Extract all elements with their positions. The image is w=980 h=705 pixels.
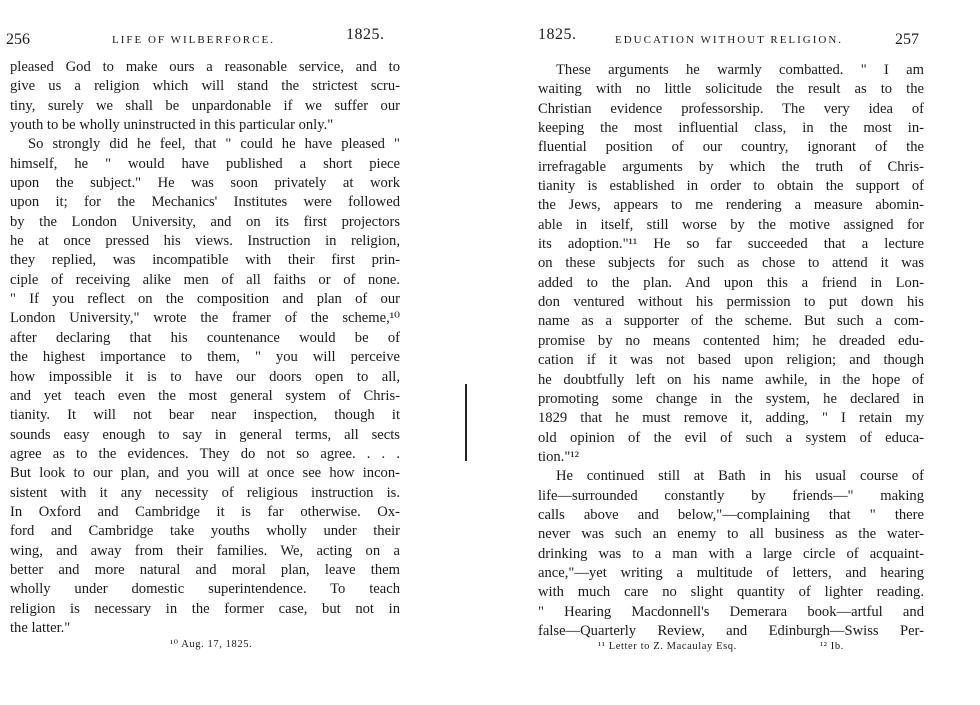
text-line: tion."¹² xyxy=(538,448,580,465)
text-line: how impossible it is to have our doors open to all, xyxy=(10,368,400,385)
text-line: fluential position of our country, ignorant of the xyxy=(538,139,924,156)
text-line: life—surrounded constantly by friends—" making xyxy=(538,487,924,504)
text-line: its adoption."¹¹ He so far succeeded that a lecture xyxy=(538,236,924,253)
text-line: give us a religion which will stand the strictest scru- xyxy=(10,78,400,95)
text-line: he doubtfully left on his name awhile, in the hope of xyxy=(538,371,924,388)
text-line: ance,"—yet writing a multitude of letters, and hearing xyxy=(538,564,924,581)
text-line: he at once pressed his views. Instruction in religion, xyxy=(10,233,400,250)
left-year: 1825. xyxy=(346,26,385,43)
text-line: himself, he " would have published a short piece xyxy=(10,155,400,172)
text-line: false—Quarterly Review, and Edinburgh—Swiss Per- xyxy=(538,622,924,639)
text-line: youth to be wholly uninstructed in this particular only." xyxy=(10,117,334,134)
right-page xyxy=(500,0,980,705)
text-line: agree as to the evidences. They do not so agree. . . . xyxy=(10,445,400,462)
text-line: tianity is established in order to obtain the support of xyxy=(538,178,924,195)
text-line: ciple of receiving alike men of all faiths or of none. xyxy=(10,271,400,288)
text-line: sounds easy enough to say in general terms, all sects xyxy=(10,426,400,443)
text-line: old opinion of the evil of such a system of educa- xyxy=(538,429,924,446)
text-line: name as a supporter of the scheme. But such a com- xyxy=(538,313,924,330)
text-line: religion is necessary in the former case, but not in xyxy=(10,600,400,617)
text-line: He continued still at Bath in his usual course of xyxy=(556,468,924,485)
right-footnote-11: ¹¹ Letter to Z. Macaulay Esq. xyxy=(598,641,737,652)
right-year: 1825. xyxy=(538,26,577,43)
text-line: able in itself, still worse by the motive assigned for xyxy=(538,216,924,233)
left-page-number: 256 xyxy=(6,31,30,48)
gutter-mark xyxy=(465,384,467,461)
text-line: calls above and below,"—complaining that " there xyxy=(538,506,924,523)
text-line: wholly under domestic superintendence. To teach xyxy=(10,581,400,598)
text-line: don ventured without his permission to put down his xyxy=(538,294,924,311)
text-line: the highest importance to them, " you will perceive xyxy=(10,349,400,366)
text-line: tianity. It will not bear near inspection, though it xyxy=(10,407,400,424)
right-running-title: EDUCATION WITHOUT RELIGION. xyxy=(615,34,844,46)
text-line: after declaring that his countenance would be of xyxy=(10,329,400,346)
text-line: on these subjects for such as chose to attend it was xyxy=(538,255,924,272)
right-body-text xyxy=(538,61,924,641)
left-body-text xyxy=(10,58,400,638)
text-line: cation if it was not based upon religion; and though xyxy=(538,352,924,369)
text-line: sistent with it any necessity of religious instruction is. xyxy=(10,484,400,501)
text-line: London University," wrote the framer of the scheme,¹⁰ xyxy=(10,310,400,327)
text-line: drinking was to a man with a large circle of acquaint- xyxy=(538,545,924,562)
text-line: In Oxford and Cambridge it is far otherwise. Ox- xyxy=(10,503,400,520)
text-line: pleased God to make ours a reasonable service, and to xyxy=(10,59,400,75)
right-page-number: 257 xyxy=(895,31,919,48)
text-line: upon it; for the Mechanics' Institutes were followed xyxy=(10,194,400,211)
text-line: So strongly did he feel, that " could he have pleased " xyxy=(28,136,400,153)
text-line: wing, and away from their families. We, acting on a xyxy=(10,542,400,559)
text-line: the Jews, appears to me rendering a measure abomin- xyxy=(538,197,924,214)
text-line: " Hearing Macdonnell's Demerara book—artful and xyxy=(538,603,924,620)
text-line: the latter." xyxy=(10,619,71,636)
text-line: promoting some change in the system, he declared in xyxy=(538,390,924,407)
text-line: keeping the most influential class, in the most in- xyxy=(538,120,924,137)
text-line: Christian evidence professorship. The very idea of xyxy=(538,100,924,117)
text-line: upon the subject." He was soon privately at work xyxy=(10,175,400,192)
text-line: But look to our plan, and you will at once see how incon- xyxy=(10,465,400,482)
text-line: ford and Cambridge take youths wholly under their xyxy=(10,523,400,540)
text-line: promise by no means contented him; he dreaded edu- xyxy=(538,332,924,349)
right-footnote-12: ¹² Ib. xyxy=(820,641,844,652)
text-line: 1829 that he must remove it, adding, " I retain my xyxy=(538,410,924,427)
text-line: they replied, was incompatible with their first prin- xyxy=(10,252,400,269)
text-line: and yet teach even the most general system of Chris- xyxy=(10,387,400,404)
text-line: waiting with no little solicitude the result as to the xyxy=(538,81,924,98)
left-footnote: ¹⁰ Aug. 17, 1825. xyxy=(170,639,253,650)
text-line: irrefragable arguments by which the truth of Chris- xyxy=(538,158,924,175)
text-line: " If you reflect on the composition and plan of our xyxy=(10,291,400,308)
text-line: never was such an enemy to all business as the water- xyxy=(538,526,924,543)
text-line: tiny, surely we shall be unpardonable if we suffer our xyxy=(10,97,400,114)
text-line: added to the plan. And upon this a friend in Lon- xyxy=(538,274,924,291)
text-line: These arguments he warmly combatted. " I am xyxy=(556,62,924,78)
left-running-title: LIFE OF WILBERFORCE. xyxy=(112,34,275,46)
text-line: with much care no slight quantity of lighter reading. xyxy=(538,584,924,601)
left-page xyxy=(0,0,470,705)
text-line: by the London University, and on its first projectors xyxy=(10,213,400,230)
text-line: better and more natural and moral plan, leave them xyxy=(10,561,400,578)
